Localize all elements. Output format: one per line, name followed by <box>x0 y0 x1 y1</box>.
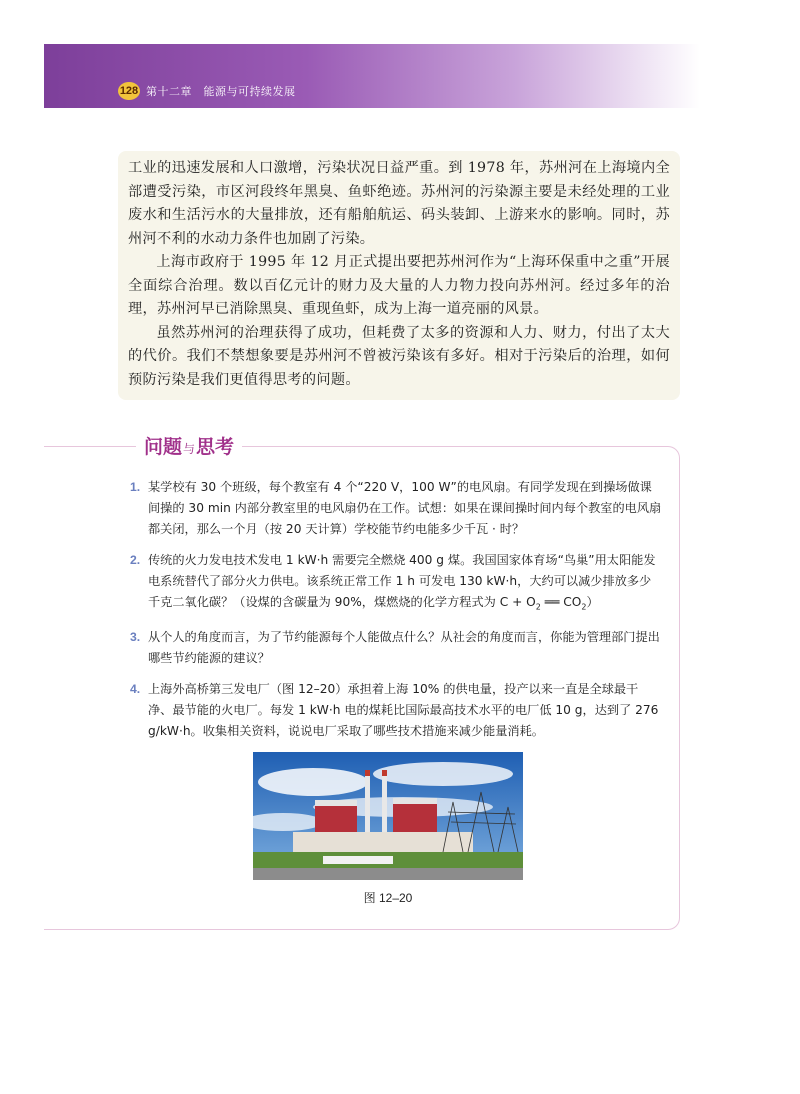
reading-paragraph-2: 上海市政府于 1995 年 12 月正式提出要把苏州河作为“上海环保重中之重”开展全面综合治理。数以百亿元计的财力及大量的人力物力投向苏州河。经过多年的治理，苏州河早已消除黑臭、重现鱼虾，成为上海一道亮丽的风景。 <box>128 254 670 317</box>
section-title-part-1: 问题 <box>144 436 183 458</box>
power-plant-photo <box>253 752 523 880</box>
power-plant-illustration <box>253 752 523 880</box>
question-text: 上海外高桥第三发电厂（图 12–20）承担着上海 10% 的供电量，投产以来一直是全球最干净、最节能的火电厂。每发 1 kW·h 电的煤耗比国际最高技术水平的电厂低 10 g，达到了 276 g/kW·h。收集相关资料，说说电厂采取了哪些技术措施来减少能量消耗。 <box>148 682 659 739</box>
chapter-header-band <box>44 44 700 108</box>
question-4 <box>130 679 662 742</box>
question-list <box>130 477 662 752</box>
section-title <box>136 432 242 459</box>
reading-paragraph-3: 虽然苏州河的治理获得了成功，但耗费了太多的资源和人力、财力，付出了太大的代价。我们不禁想象要是苏州河不曾被污染该有多好。相对于污染后的治理，如何预防污染是我们更值得思考的问题。 <box>128 324 670 388</box>
question-text: 某学校有 30 个班级，每个教室有 4 个“220 V，100 W”的电风扇。有同学发现在到操场做课间操的 30 min 内部分教室里的电风扇仍在工作。试想：如果在课间操时间内每个教室的电风扇都关闭，那么一个月（按 20 天计算）学校能节约电能多少千瓦 · 时？ <box>148 480 662 536</box>
chapter-title: 第十二章 能源与可持续发展 <box>146 86 296 98</box>
reading-passage <box>118 151 680 400</box>
question-number: 1. <box>130 480 141 494</box>
question-text: 从个人的角度而言，为了节约能源每个人能做点什么？从社会的角度而言，你能为管理部门提出哪些节约能源的建议？ <box>148 630 660 666</box>
section-title-part-2: 思考 <box>196 436 235 458</box>
question-3 <box>130 627 662 669</box>
question-text: 传统的火力发电技术发电 1 kW·h 需要完全燃烧 400 g 煤。我国国家体育场“鸟巢”用太阳能发电系统替代了部分火力供电。该系统正常工作 1 h 可发电 130 kW·h，大约可以减少排放多少千克二氧化碳？（设煤的含碳量为 90%，煤燃烧的化学方程式为 C + O <box>148 553 656 609</box>
section-title-connector: 与 <box>183 442 196 456</box>
equation-close: ） <box>586 595 599 609</box>
question-number: 4. <box>130 682 141 697</box>
reading-paragraph-1: 工业的迅速发展和人口激增，污染状况日益严重。到 1978 年，苏州河在上海境内全部遭受污染，市区河段终年黑臭、鱼虾绝迹。苏州河的污染源主要是未经处理的工业废水和生活污水的大量排放，还有船舶航运、码头装卸、上游来水的影响。同时，苏州河不利的水动力条件也加剧了污染。 <box>128 160 670 247</box>
question-number: 2. <box>130 553 141 567</box>
page-number-badge: 128 <box>118 82 140 100</box>
question-number: 3. <box>130 630 141 645</box>
equation-product: ══ CO <box>540 595 582 609</box>
subscript-co2: 2 <box>581 602 587 612</box>
figure-caption: 图 12–20 <box>363 891 413 905</box>
subscript-o2: 2 <box>535 602 541 612</box>
question-2 <box>130 550 662 617</box>
question-1 <box>130 477 662 540</box>
